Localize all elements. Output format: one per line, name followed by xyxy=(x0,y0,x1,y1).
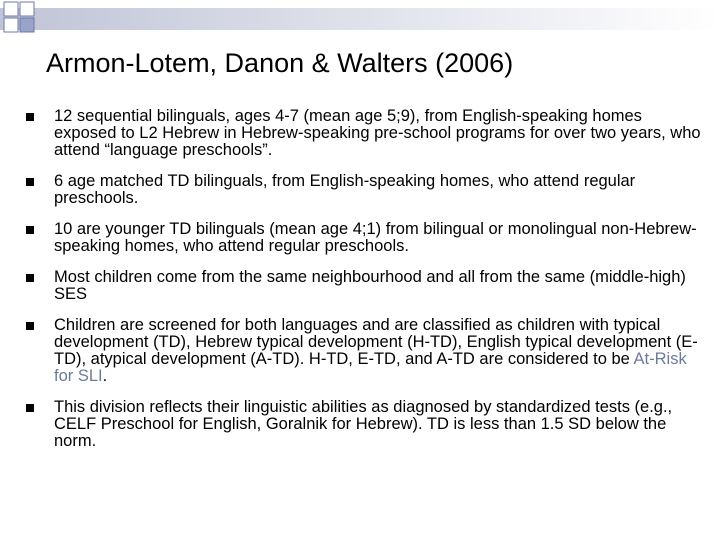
bullet-text: 6 age matched TD bilinguals, from English-speaking homes, who attend regular preschools. xyxy=(54,172,636,207)
title-decoration xyxy=(0,0,720,45)
bullet-text: 12 sequential bilinguals, ages 4-7 (mean age 5;9), from English-speaking homes exposed to L2 Hebrew in Hebrew-speaking pre-school programs for over two years, who attend “language preschools”. xyxy=(54,107,701,159)
slide-title: Armon-Lotem, Danon & Walters (2006) xyxy=(46,48,514,78)
bullet-text xyxy=(54,316,698,385)
bullet-list xyxy=(22,108,702,464)
bullet-text: 10 are younger TD bilinguals (mean age 4;1) from bilingual or monolingual non-Hebrew-speaking homes, who attend regular preschools. xyxy=(54,220,697,255)
bullet-item xyxy=(22,399,702,450)
bullet-item xyxy=(22,173,702,207)
bullet-square-icon xyxy=(26,226,34,234)
bullet-text: Most children come from the same neighbourhood and all from the same (middle-high) SES xyxy=(54,268,686,303)
title-decoration-square xyxy=(20,2,34,16)
bullet-item xyxy=(22,108,702,159)
bullet-item xyxy=(22,317,702,385)
bullet-square-icon xyxy=(26,404,34,412)
title-decoration-bar xyxy=(0,8,720,30)
title-decoration-square xyxy=(20,18,34,32)
bullet-item xyxy=(22,269,702,303)
bullet-square-icon xyxy=(26,322,34,330)
bullet-text-end: . xyxy=(102,367,108,385)
bullet-square-icon xyxy=(26,113,34,121)
title-decoration-square xyxy=(4,2,18,16)
title-decoration-square xyxy=(4,18,18,32)
at-risk-highlight: At-Risk for SLI xyxy=(54,350,687,385)
bullet-item xyxy=(22,221,702,255)
bullet-square-icon xyxy=(26,274,34,282)
bullet-square-icon xyxy=(26,178,34,186)
bullet-text-start: Children are screened for both languages and are classified as children with typical development (TD), Hebrew typical development (H-TD), English typical development (E-TD), atypical development (A-TD). H-TD, E-TD, and A-TD are considered to be xyxy=(54,316,698,368)
bullet-text: This division reflects their linguistic abilities as diagnosed by standardized tests (e.g., CELF Preschool for English, Goralnik for Hebrew). TD is less than 1.5 SD below the norm. xyxy=(54,398,673,450)
